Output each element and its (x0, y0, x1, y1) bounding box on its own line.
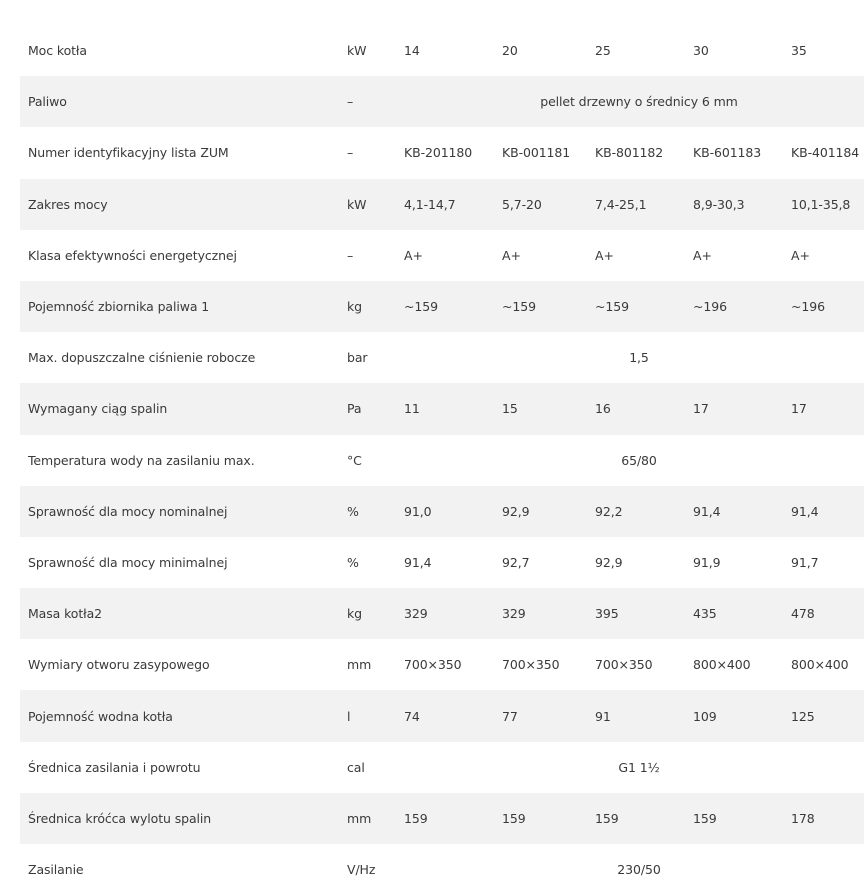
row-label: Moc kotła (28, 43, 87, 59)
row-unit: – (347, 247, 354, 263)
row-unit: bar (347, 350, 368, 366)
row-value: KB-201180 (404, 145, 473, 161)
row-value: 16 (595, 401, 611, 417)
row-value: 91,0 (404, 503, 432, 519)
row-value: 4,1-14,7 (404, 196, 456, 212)
table-row (20, 639, 864, 690)
row-value: 700×350 (502, 657, 560, 673)
row-value: 700×350 (595, 657, 653, 673)
row-value: 478 (791, 606, 815, 622)
row-value: A+ (595, 247, 614, 263)
row-value: 700×350 (404, 657, 462, 673)
row-value: 17 (791, 401, 807, 417)
row-shared-value: G1 1½ (618, 759, 660, 775)
row-label: Temperatura wody na zasilaniu max. (28, 452, 255, 468)
table-row (20, 281, 864, 332)
row-value: 20 (502, 43, 518, 59)
row-value: 91,7 (791, 554, 819, 570)
table-row (20, 690, 864, 741)
row-value: 329 (404, 606, 428, 622)
table-row (20, 127, 864, 178)
row-value: ~159 (595, 299, 629, 315)
row-value: 15 (502, 401, 518, 417)
row-value: KB-401184 (791, 145, 860, 161)
row-value: 8,9-30,3 (693, 196, 745, 212)
row-unit: mm (347, 810, 372, 826)
row-shared-value: 1,5 (629, 350, 649, 366)
row-value: 25 (595, 43, 611, 59)
row-unit: – (347, 94, 354, 110)
row-value: 435 (693, 606, 717, 622)
row-unit: l (347, 708, 351, 724)
table-row (20, 25, 864, 76)
row-value: 92,9 (595, 554, 623, 570)
row-value: KB-001181 (502, 145, 571, 161)
table-row (20, 230, 864, 281)
row-unit: cal (347, 759, 365, 775)
row-value: 91,4 (404, 554, 432, 570)
row-value: 91,4 (693, 503, 721, 519)
row-unit: mm (347, 657, 372, 673)
row-unit: % (347, 554, 359, 570)
row-value: ~196 (791, 299, 825, 315)
row-value: 91,9 (693, 554, 721, 570)
table-row (20, 742, 864, 793)
row-value: KB-601183 (693, 145, 762, 161)
row-value: 159 (595, 810, 619, 826)
row-label: Max. dopuszczalne ciśnienie robocze (28, 350, 256, 366)
row-label: Klasa efektywności energetycznej (28, 247, 237, 263)
row-value: 159 (693, 810, 717, 826)
row-label: Sprawność dla mocy minimalnej (28, 554, 228, 570)
table-row (20, 588, 864, 639)
row-unit: V/Hz (347, 862, 376, 878)
row-value: 329 (502, 606, 526, 622)
table-row (20, 76, 864, 127)
row-value: 30 (693, 43, 709, 59)
row-value: 395 (595, 606, 619, 622)
row-shared-value: 65/80 (621, 452, 657, 468)
row-label: Masa kotła2 (28, 606, 102, 622)
row-label: Średnica zasilania i powrotu (28, 759, 201, 775)
row-value: 800×400 (693, 657, 751, 673)
row-label: Średnica króćca wylotu spalin (28, 810, 212, 826)
row-value: 125 (791, 708, 815, 724)
row-label: Paliwo (28, 94, 67, 110)
row-value: 92,2 (595, 503, 623, 519)
row-unit: % (347, 503, 359, 519)
row-label: Numer identyfikacyjny lista ZUM (28, 145, 229, 161)
row-value: ~159 (502, 299, 536, 315)
row-label: Pojemność zbiornika paliwa 1 (28, 299, 210, 315)
spec-table (20, 25, 864, 895)
row-value: 92,7 (502, 554, 530, 570)
row-value: 91,4 (791, 503, 819, 519)
row-label: Wymagany ciąg spalin (28, 401, 168, 417)
row-label: Sprawność dla mocy nominalnej (28, 503, 228, 519)
row-value: A+ (693, 247, 712, 263)
row-unit: – (347, 145, 354, 161)
row-shared-value: 230/50 (617, 862, 661, 878)
row-unit: kW (347, 196, 367, 212)
row-value: 92,9 (502, 503, 530, 519)
row-value: 35 (791, 43, 807, 59)
row-value: 800×400 (791, 657, 849, 673)
row-value: 5,7-20 (502, 196, 542, 212)
row-unit: kg (347, 299, 362, 315)
row-value: 159 (404, 810, 428, 826)
row-unit: Pa (347, 401, 362, 417)
row-shared-value: pellet drzewny o średnicy 6 mm (540, 94, 738, 110)
row-value: 11 (404, 401, 420, 417)
row-label: Zasilanie (28, 862, 84, 878)
row-value: A+ (791, 247, 810, 263)
row-value: ~196 (693, 299, 727, 315)
table-row (20, 383, 864, 434)
table-row (20, 179, 864, 230)
table-row (20, 435, 864, 486)
row-label: Pojemność wodna kotła (28, 708, 173, 724)
table-row (20, 486, 864, 537)
row-label: Zakres mocy (28, 196, 108, 212)
row-value: 178 (791, 810, 815, 826)
table-row (20, 844, 864, 895)
row-unit: kW (347, 43, 367, 59)
row-value: A+ (404, 247, 423, 263)
row-value: KB-801182 (595, 145, 664, 161)
row-unit: kg (347, 606, 362, 622)
row-value: 7,4-25,1 (595, 196, 647, 212)
row-unit: °C (347, 452, 362, 468)
row-value: 14 (404, 43, 420, 59)
row-value: 10,1-35,8 (791, 196, 851, 212)
row-value: 159 (502, 810, 526, 826)
row-value: A+ (502, 247, 521, 263)
row-value: 77 (502, 708, 518, 724)
table-row (20, 537, 864, 588)
row-label: Wymiary otworu zasypowego (28, 657, 210, 673)
row-value: 74 (404, 708, 420, 724)
table-row (20, 793, 864, 844)
row-value: ~159 (404, 299, 438, 315)
table-row (20, 332, 864, 383)
row-value: 109 (693, 708, 717, 724)
row-value: 17 (693, 401, 709, 417)
row-value: 91 (595, 708, 611, 724)
